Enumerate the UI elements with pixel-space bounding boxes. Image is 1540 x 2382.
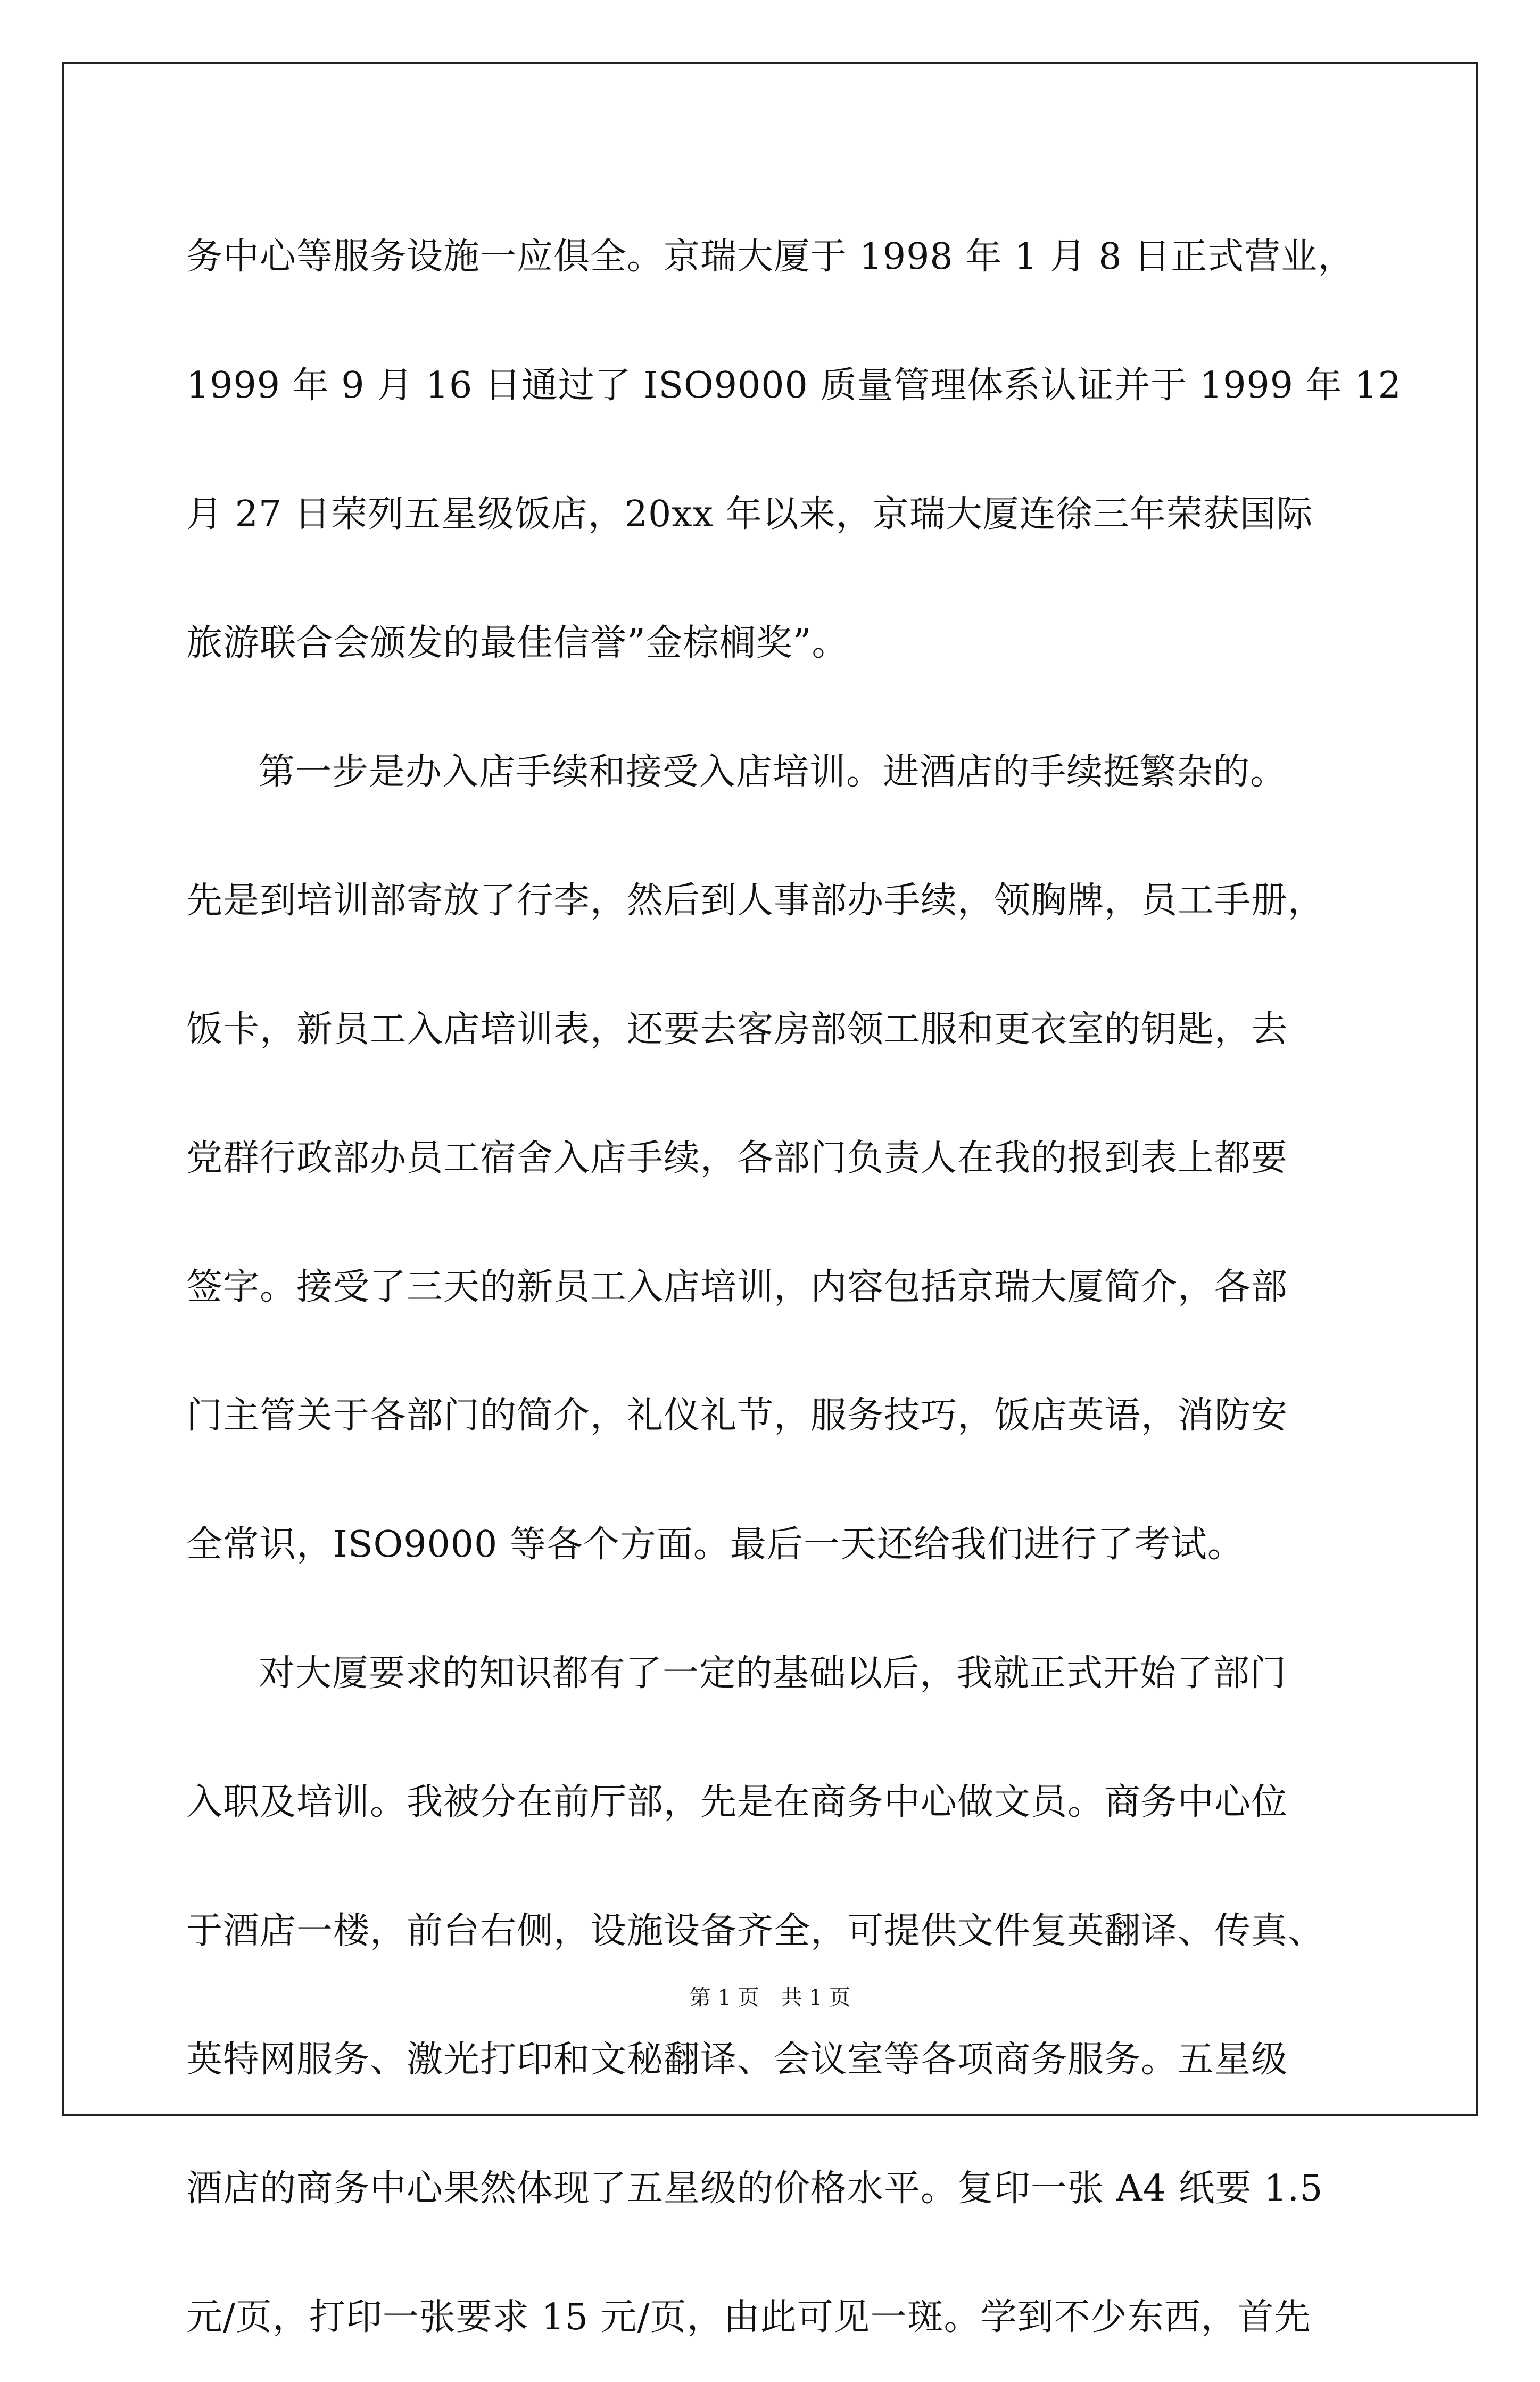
page-total: 共 1 页: [781, 1986, 851, 2010]
page-footer: [0, 1981, 1540, 2011]
document-body: [186, 193, 1402, 2382]
text-line: 旅游联合会颁发的最佳信誉”金棕榈奖”。: [186, 622, 849, 664]
page-number: 第 1 页: [689, 1986, 759, 2010]
text-line: 对大厦要求的知识都有了一定的基础以后，我就正式开始了部门: [259, 1652, 1287, 1694]
text-line: 党群行政部办员工宿舍入店手续，各部门负责人在我的报到表上都要: [186, 1137, 1288, 1179]
text-line: 酒店的商务中心果然体现了五星级的价格水平。复印一张 A4 纸要 1.5: [186, 2168, 1323, 2210]
text-line: 先是到培训部寄放了行李，然后到人事部办手续，领胸牌，员工手册，: [186, 880, 1325, 922]
text-line: 门主管关于各部门的简介，礼仪礼节，服务技巧，饭店英语，消防安: [186, 1395, 1288, 1437]
text-line: 1999 年 9 月 16 日通过了 ISO9000 质量管理体系认证并于 1999 年 12: [186, 365, 1402, 407]
text-line: 饭卡，新员工入店培训表，还要去客房部领工服和更衣室的钥匙，去: [186, 1008, 1288, 1051]
text-line: 元/页，打印一张要求 15 元/页，由此可见一斑。学到不少东西，首先: [186, 2296, 1311, 2338]
text-line: 第一步是办入店手续和接受入店培训。进酒店的手续挺繁杂的。: [259, 751, 1287, 793]
text-line: 英特网服务、激光打印和文秘翻译、会议室等各项商务服务。五星级: [186, 2039, 1288, 2081]
text-line: 入职及培训。我被分在前厅部，先是在商务中心做文员。商务中心位: [186, 1781, 1288, 1823]
text-line: 务中心等服务设施一应俱全。京瑞大厦于 1998 年 1 月 8 日正式营业，: [186, 236, 1355, 278]
text-line: 全常识，ISO9000 等各个方面。最后一天还给我们进行了考试。: [186, 1524, 1244, 1566]
text-line: 于酒店一楼，前台右侧，设施设备齐全，可提供文件复英翻译、传真、: [186, 1910, 1325, 1952]
text-line: 签字。接受了三天的新员工入店培训，内容包括京瑞大厦简介，各部: [186, 1266, 1288, 1308]
text-line: 月 27 日荣列五星级饭店，20xx 年以来，京瑞大厦连徐三年荣获国际: [186, 493, 1313, 535]
